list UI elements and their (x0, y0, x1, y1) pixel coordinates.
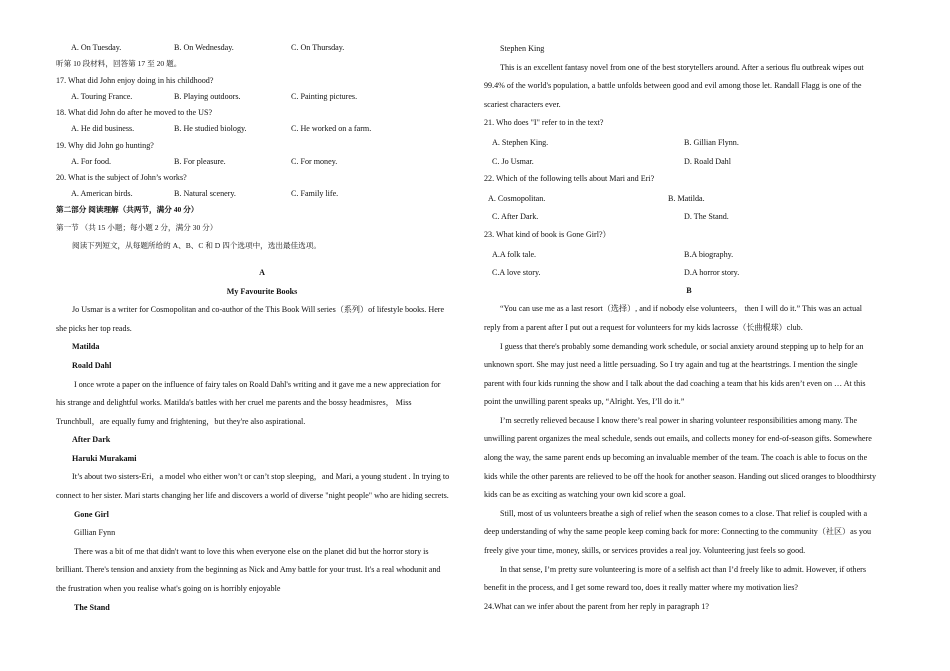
q19-option-a: A. For food. (71, 156, 112, 166)
b-paragraph-2-line-1: I guess that there's probably some demanding work schedule, or social anxiety around stepping up to help for an (500, 341, 864, 351)
section-1-heading: 第一节 （共 15 小题；每小题 2 分，满分 30 分） (56, 222, 218, 232)
book-1-text-2: his strange and delightful works. Matilda's battles with her cruel me parents and the bossy headmisres， Miss (56, 398, 412, 408)
question-20: 20. What is the subject of John’s works? (56, 172, 187, 182)
b-paragraph-2-line-4: point the unwilling parent speaks up, “Alright. Yes, I’ll do it.” (484, 397, 685, 407)
q22-option-c: C. After Dark. (492, 212, 539, 222)
listening-10-instruction: 听第 10 段材料，回答第 17 至 20 题。 (56, 59, 182, 69)
left-column (56, 40, 468, 617)
q21-option-c: C. Jo Usmar. (492, 156, 534, 166)
q23-options-row-1 (484, 245, 894, 264)
passage-a-label: A (259, 267, 265, 277)
book-3-text-2: brilliant. There's tension and anxiety from the beginning as Nick and Amy battle for your trust. It's a real whodunit and (56, 565, 441, 575)
question-18: 18. What did John do after he moved to the US? (56, 108, 213, 118)
q23-option-d: D.A horror story. (684, 268, 740, 278)
q17-option-b: B. Playing outdoors. (174, 92, 241, 102)
book-2-author: Haruki Murakami (72, 453, 137, 463)
intro-line-2: she picks her top reads. (56, 323, 132, 333)
passage-a-title: My Favourite Books (226, 286, 298, 296)
q17-options (56, 89, 468, 105)
right-column (484, 40, 894, 616)
question-21: 21. Who does "I" refer to in the text? (484, 118, 604, 128)
question-22: 22. Which of the following tells about Mari and Eri? (484, 174, 655, 184)
book-4-title: The Stand (74, 602, 110, 612)
q21-option-a: A. Stephen King. (492, 137, 549, 147)
book-4-text-3: scariest characters ever. (484, 99, 561, 109)
q22-option-a: A. Cosmopolitan. (488, 193, 546, 203)
book-2-text-1: It’s about two sisters-Eri，a model who either won’t or can’t stop sleeping，and Mari, a young student . In trying to (72, 472, 450, 482)
q16-option-a: A. On Tuesday. (71, 43, 122, 52)
q23-option-b: B.A biography. (684, 249, 734, 259)
q20-option-a: A. American birds. (71, 188, 133, 198)
q16-options (56, 40, 468, 56)
book-2-text-2: connect to her sister. Mari starts changing her life and discovers a world of diverse "night people" who are hiding secrets. (56, 491, 449, 501)
q17-option-a: A. Touring France. (71, 92, 133, 102)
reading-instruction: 阅读下列短文，从每题所给的 A、B、C 和 D 四个选项中，选出最佳选项。 (72, 240, 321, 250)
q22-option-b: B. Matilda. (668, 193, 705, 203)
q19-option-b: B. For pleasure. (174, 156, 226, 166)
b-paragraph-4-line-1: Still, most of us volunteers breathe a sigh of relief when the season comes to a close. That relief is coupled with a (500, 508, 868, 518)
q22-options-row-2 (484, 207, 894, 226)
q18-option-b: B. He studied biology. (174, 124, 247, 134)
b-paragraph-3-line-5: kids can be as exciting as watching your own kid score a goal. (484, 490, 686, 500)
q20-option-c: C. Family life. (291, 188, 339, 198)
book-4-author: Stephen King (500, 44, 545, 53)
book-2-title: After Dark (72, 435, 111, 445)
q16-option-b: B. On Wednesday. (174, 43, 234, 52)
q21-options-row-2 (484, 152, 894, 171)
book-1-text-3: Trunchbull，are equally fumy and frightening，but they're also aspirational. (56, 416, 306, 426)
b-paragraph-1-line-2: reply from a parent after I put out a request for volunteers for my kids lacrosse（长曲棍球）club. (484, 322, 803, 332)
q20-option-b: B. Natural scenery. (174, 188, 236, 198)
q18-option-a: A. He did business. (71, 124, 135, 134)
book-1-text-1: I once wrote a paper on the influence of fairy tales on Roald Dahl's writing and it gave me a new appreciation for (74, 379, 441, 389)
b-paragraph-3-line-2: unwilling parent organizes the meal schedule, sends out emails, and collects money for end-of-season gifts. Somewhere (484, 434, 872, 444)
intro-line-1: Jo Usmar is a writer for Cosmopolitan and co-author of the This Book Will series（系列）of lifestyle books. Here (72, 305, 445, 315)
q22-options-row-1 (484, 189, 894, 208)
part-2-heading: 第二部分 阅读理解（共两节，满分 40 分） (56, 204, 199, 214)
b-paragraph-1-line-1: “You can use me as a last resort（选择）, and if nobody else volunteers， then I will do it.” This was an actual (500, 304, 863, 314)
q19-options (56, 154, 468, 170)
book-1-title: Matilda (72, 342, 100, 352)
q23-option-a: A.A folk tale. (492, 249, 537, 259)
b-paragraph-2-line-3: parent with four kids running the show and I talk about the dad coaching a team that his kids aren’t even on … At this (484, 378, 866, 388)
b-paragraph-2-line-2: unknown sport. She may just need a little persuading. So I try again and tug at the heartstrings. I mention the single (484, 360, 858, 370)
q17-option-c: C. Painting pictures. (291, 92, 358, 102)
book-4-text-2: 99.4% of the world's population, a battle unfolds between good and evil among those let. Randall Flagg is one of the (484, 81, 862, 91)
q16-option-c: C. On Thursday. (291, 43, 345, 52)
q21-option-d: D. Roald Dahl (684, 156, 731, 166)
question-23: 23. What kind of book is Gone Girl?） (484, 229, 611, 239)
q21-option-b: B. Gillian Flynn. (684, 137, 739, 147)
q23-option-c: C.A love story. (492, 268, 541, 278)
q19-option-c: C. For money. (291, 156, 338, 166)
q23-options-row-2 (484, 263, 894, 282)
b-paragraph-3-line-3: along the way, the same parent ends up becoming an invaluable member of the team. The coach is able to focus on the (484, 453, 868, 463)
book-1-author: Roald Dahl (72, 360, 112, 370)
book-3-text-1: There was a bit of me that didn't want to love this when everyone else on the planet did but the horror story is (74, 546, 429, 556)
book-4-text-1: This is an excellent fantasy novel from one of the best storytellers around. After a serious flu outbreak wipes out (500, 62, 864, 72)
book-3-text-3: the frustration when you realise what's going on is horribly enjoyable (56, 584, 281, 594)
q21-options-row-1 (484, 133, 894, 152)
book-3-title: Gone Girl (74, 509, 109, 519)
b-paragraph-4-line-2: deep understanding of why the same people keep coming back for more: Connecting to the community（社区）as you (484, 527, 872, 537)
q20-options (56, 186, 468, 202)
b-paragraph-3-line-1: I’m secretly relieved because I know there’s real power in sharing volunteer responsibilities among many. The (500, 415, 858, 425)
b-paragraph-5-line-2: benefit in the process, and I get some reward too, does it really matter where my motivation lies? (484, 583, 798, 593)
b-paragraph-4-line-3: freely give your time, money, skills, or services provides a real joy. Volunteering just feels so good. (484, 546, 806, 556)
b-paragraph-5-line-1: In that sense, I’m pretty sure volunteering is more of a selfish act than I’d freely like to admit. However, if others (500, 564, 867, 574)
question-17: 17. What did John enjoy doing in his childhood? (56, 76, 214, 86)
question-19: 19. Why did John go hunting? (56, 140, 154, 150)
passage-b-label: B (686, 285, 692, 295)
question-24: 24.What can we infer about the parent from her reply in paragraph 1? (484, 601, 709, 611)
b-paragraph-3-line-4: kids while the other parents are relieved to be off the hook for another season. Handing out sliced oranges to bloodthirsty (484, 471, 877, 481)
q18-option-c: C. He worked on a farm. (291, 124, 372, 134)
book-3-author: Gillian Fynn (74, 528, 116, 538)
q22-option-d: D. The Stand. (684, 212, 729, 222)
q18-options (56, 121, 468, 137)
